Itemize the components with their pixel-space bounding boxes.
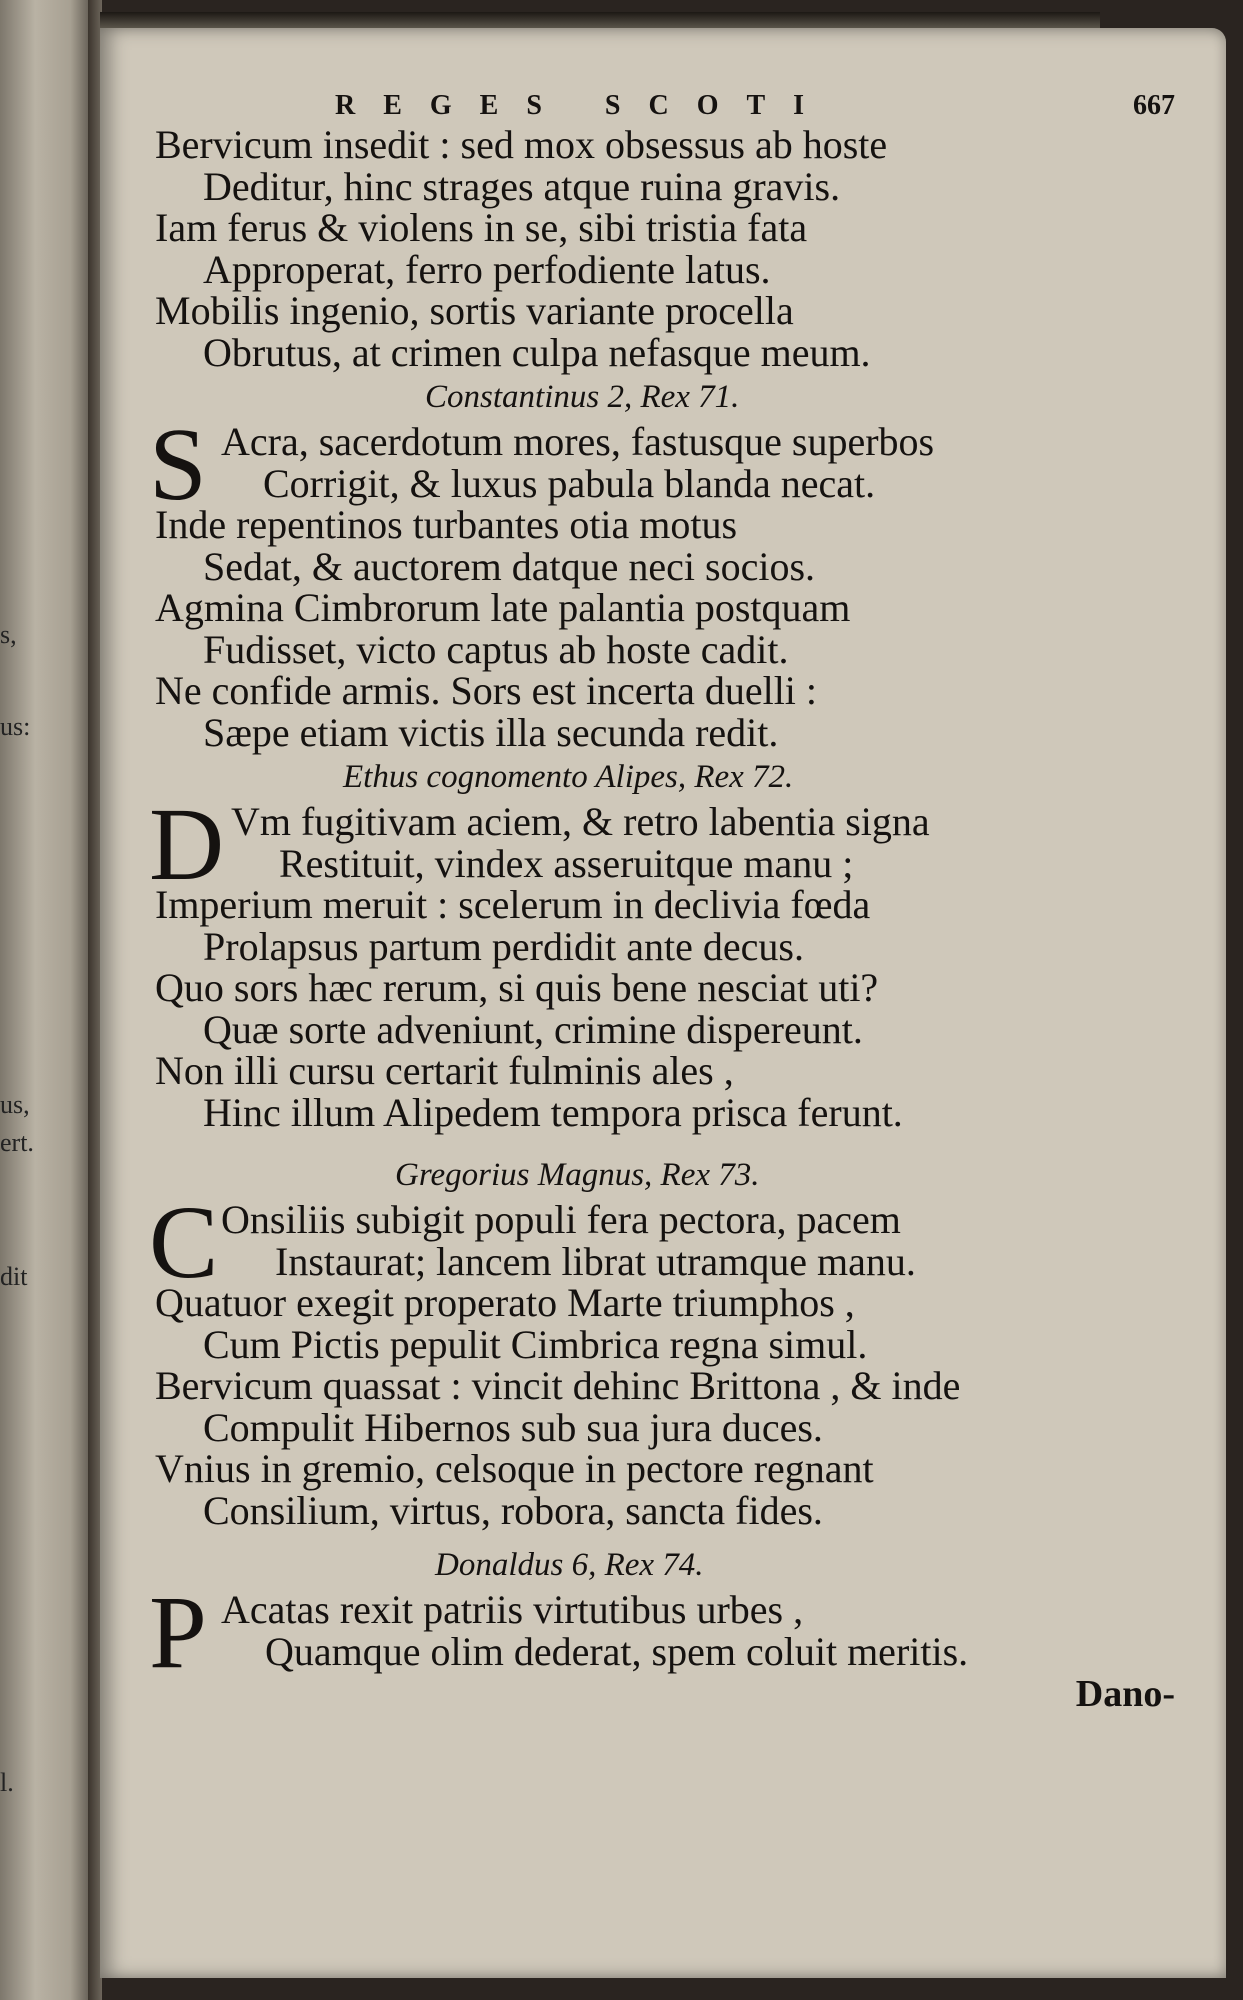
epigram-section bbox=[149, 1151, 1175, 1533]
verse-line: Quamque olim dederat, spem coluit meritis. bbox=[265, 1628, 969, 1674]
opening-verse bbox=[155, 124, 1175, 373]
verse-line: Corrigit, & luxus pabula blanda necat. bbox=[263, 460, 876, 506]
page-text bbox=[149, 60, 1175, 1718]
verse-line: Cum Pictis pepulit Cimbrica regna simul. bbox=[203, 1321, 868, 1367]
verse-line: Restituit, vindex asseruitque manu ; bbox=[279, 840, 854, 886]
epigram-section bbox=[149, 373, 1175, 755]
verse-line: Imperium meruit : scelerum in declivia fœda bbox=[155, 882, 871, 927]
verse-line: Consilium, virtus, robora, sancta fides. bbox=[203, 1487, 823, 1533]
facing-page-fragment: l. bbox=[0, 1768, 14, 1797]
section-heading: Gregorius Magnus, Rex 73. bbox=[395, 1157, 760, 1193]
drop-capital: C bbox=[149, 1185, 219, 1300]
page-number: 667 bbox=[1133, 90, 1175, 121]
verse-line: Hinc illum Alipedem tempora prisca ferunt. bbox=[203, 1089, 903, 1135]
catchword: Dano- bbox=[1075, 1673, 1175, 1715]
epigram-section bbox=[149, 753, 1175, 1135]
epigram-section bbox=[149, 1541, 1175, 1690]
verse-line: Ne confide armis. Sors est incerta duelli : bbox=[155, 668, 818, 713]
running-title: REGES SCOTI bbox=[335, 90, 833, 121]
verse-line: Mobilis ingenio, sortis variante procella bbox=[155, 288, 794, 333]
verse-line: Acra, sacerdotum mores, fastusque superbos bbox=[221, 419, 935, 464]
verse-line: Approperat, ferro perfodiente latus. bbox=[203, 246, 771, 292]
verse-line: Fudisset, victo captus ab hoste cadit. bbox=[203, 626, 789, 672]
verse-line: Quæ sorte adveniunt, crimine dispereunt. bbox=[203, 1006, 863, 1052]
section-heading: Ethus cognomento Alipes, Rex 72. bbox=[343, 759, 794, 795]
verse-line: Obrutus, at crimen culpa nefasque meum. bbox=[203, 329, 871, 375]
verse-line: Bervicum insedit : sed mox obsessus ab hoste bbox=[155, 122, 888, 167]
catchword-row bbox=[155, 1672, 1175, 1718]
drop-capital: D bbox=[149, 787, 225, 902]
verse-block bbox=[149, 1185, 1175, 1533]
verse-line: Bervicum quassat : vincit dehinc Brittona , & inde bbox=[155, 1363, 961, 1408]
verse-line: Agmina Cimbrorum late palantia postquam bbox=[155, 585, 851, 630]
verse-line: Sæpe etiam victis illa secunda redit. bbox=[203, 709, 779, 755]
verse-line: Non illi cursu certarit fulminis ales , bbox=[155, 1048, 734, 1093]
verse-line: Compulit Hibernos sub sua jura duces. bbox=[203, 1404, 823, 1450]
verse-line: Deditur, hinc strages atque ruina gravis. bbox=[203, 163, 841, 209]
section-heading: Donaldus 6, Rex 74. bbox=[435, 1547, 704, 1583]
facing-page-fragment: us, bbox=[0, 1090, 30, 1119]
verse-line: Acatas rexit patriis virtutibus urbes , bbox=[221, 1587, 804, 1632]
verse-line: Vnius in gremio, celsoque in pectore regnant bbox=[155, 1446, 874, 1491]
verse-line: Prolapsus partum perdidit ante decus. bbox=[203, 923, 804, 969]
drop-capital: S bbox=[149, 407, 207, 522]
verse-block bbox=[149, 407, 1175, 755]
drop-capital: P bbox=[149, 1575, 207, 1690]
verse-block bbox=[149, 787, 1175, 1135]
verse-line: Vm fugitivam aciem, & retro labentia signa bbox=[231, 799, 930, 844]
verse-line: Instaurat; lancem librat utramque manu. bbox=[275, 1238, 916, 1284]
section-heading: Constantinus 2, Rex 71. bbox=[425, 379, 740, 415]
running-head bbox=[155, 60, 1175, 124]
verse-block bbox=[149, 1575, 1175, 1690]
facing-page-fragment: dit bbox=[0, 1262, 28, 1291]
verse-line: Iam ferus & violens in se, sibi tristia fata bbox=[155, 205, 808, 250]
facing-page-fragment: s, bbox=[0, 620, 17, 649]
verse-line: Sedat, & auctorem datque neci socios. bbox=[203, 543, 816, 589]
facing-page-edge bbox=[0, 0, 88, 2000]
verse-line: Onsiliis subigit populi fera pectora, pacem bbox=[221, 1197, 901, 1242]
verse-line: Quatuor exegit properato Marte triumphos , bbox=[155, 1280, 855, 1325]
verse-line: Inde repentinos turbantes otia motus bbox=[155, 502, 738, 547]
verse-line: Quo sors hæc rerum, si quis bene nesciat uti? bbox=[155, 965, 879, 1010]
facing-page-fragment: us: bbox=[0, 712, 31, 741]
facing-page-fragment: ert. bbox=[0, 1128, 34, 1157]
